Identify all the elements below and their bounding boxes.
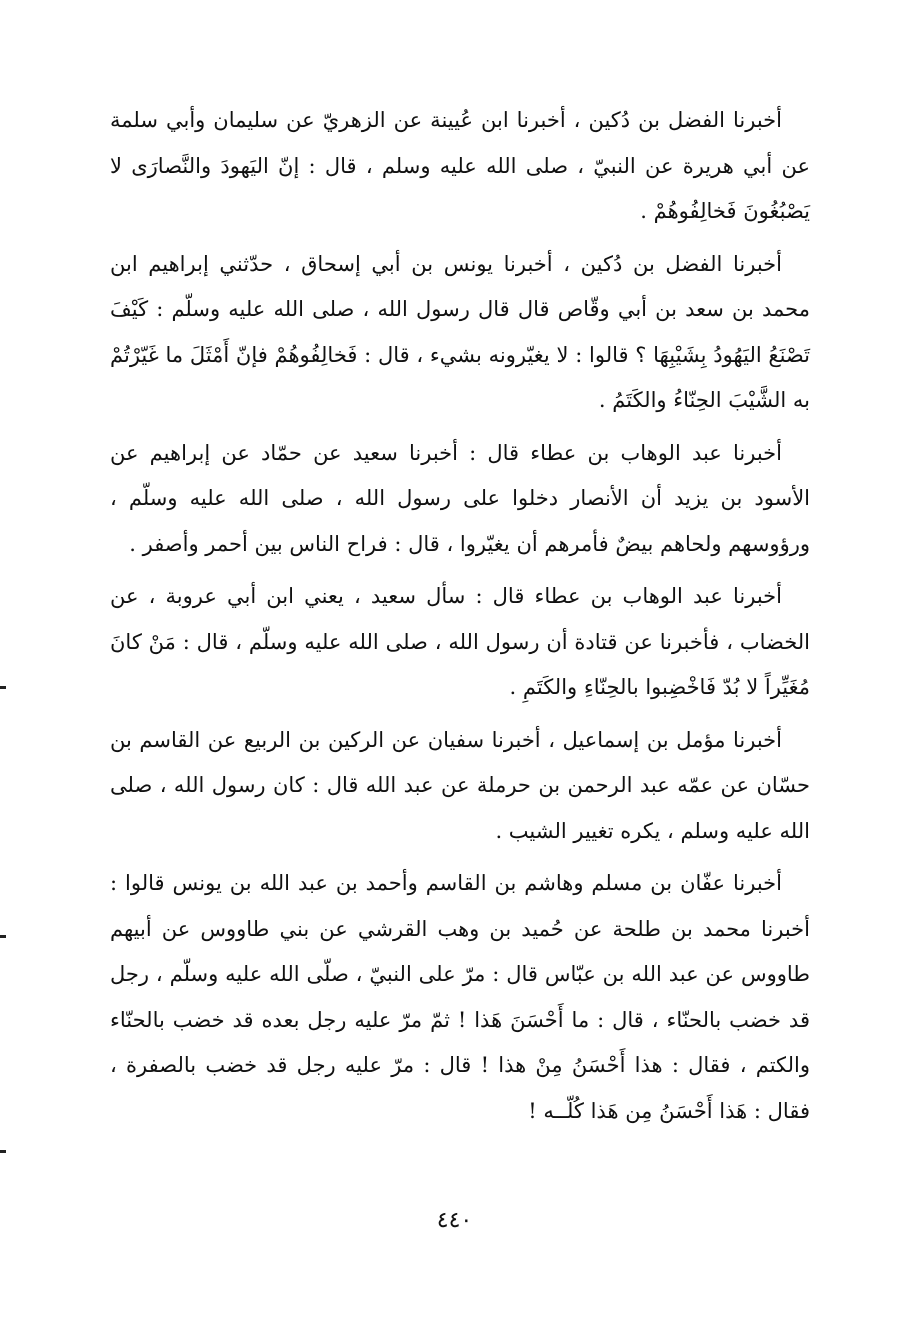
paragraph-1: أخبرنا الفضل بن دُكين ، أخبرنا ابن عُيينة عن الزهريّ عن سليمان وأبي سلمة عن أبي هريرة عن النبيّ ، صلى الله عليه وسلم ، قال : إنّ اليَهودَ والنَّصارَى لا يَصْبُغُونَ فَخالِفُوهُمْ .	[110, 108, 810, 223]
page-body	[110, 98, 810, 1141]
paragraph-6: أخبرنا عفّان بن مسلم وهاشم بن القاسم وأحمد بن عبد الله بن يونس قالوا : أخبرنا محمد بن طلحة عن حُميد بن وهب القرشي عن بني طاووس عن أبيهم طاووس عن عبد الله بن عبّاس قال : مرّ على النبيّ ، صلّى الله عليه وسلّم ، رجل قد خضب بالحنّاء ، قال : ما أَحْسَنَ هَذا ! ثمّ مرّ عليه رجل بعده قد خضب بالحنّاء والكتم ، فقال : هذا أَحْسَنُ مِنْ هذا ! قال : مرّ عليه رجل قد خضب بالصفرة ، فقال : هَذا أَحْسَنُ مِن هَذا كُلّــه !	[110, 871, 810, 1123]
paragraph-2: أخبرنا الفضل بن دُكين ، أخبرنا يونس بن أبي إسحاق ، حدّثني إبراهيم ابن محمد بن سعد بن أبي وقّاص قال قال رسول الله ، صلى الله عليه وسلّم : كَيْفَ تَصْنَعُ اليَهُودُ بِشَيْبِهَا ؟ قالوا : لا يغيّرونه بشيء ، قال : فَخالِفُوهُمْ فإنّ أَمْثَلَ ما غَيّرْتُمْ به الشَّيْبَ الحِنّاءُ والكَتَمُ .	[110, 251, 810, 412]
paragraph-5: أخبرنا مؤمل بن إسماعيل ، أخبرنا سفيان عن الركين بن الربيع عن القاسم بن حسّان عن عمّه عبد الرحمن بن حرملة عن عبد الله قال : كان رسول الله ، صلى الله عليه وسلم ، يكره تغيير الشيب .	[110, 727, 810, 843]
margin-mark	[0, 686, 6, 689]
paragraph-4: أخبرنا عبد الوهاب بن عطاء قال : سأل سعيد ، يعني ابن أبي عروبة ، عن الخضاب ، فأخبرنا عن قتادة أن رسول الله ، صلى الله عليه وسلّم ، قال : مَنْ كانَ مُغَيِّراً لا بُدّ فَاخْضِبوا بالحِنّاءِ والكَتَمِ .	[110, 584, 810, 699]
paragraph-3: أخبرنا عبد الوهاب بن عطاء قال : أخبرنا سعيد عن حمّاد عن إبراهيم عن الأسود بن يزيد أن الأنصار دخلوا على رسول الله ، صلى الله عليه وسلّم ، ورؤوسهم ولحاهم بيضٌ فأمرهم أن يغيّروا ، قال : فراح الناس بين أحمر وأصفر .	[110, 440, 810, 556]
margin-mark	[0, 1150, 6, 1153]
page-number: ٤٤٠	[436, 1208, 473, 1233]
margin-mark	[0, 935, 6, 938]
